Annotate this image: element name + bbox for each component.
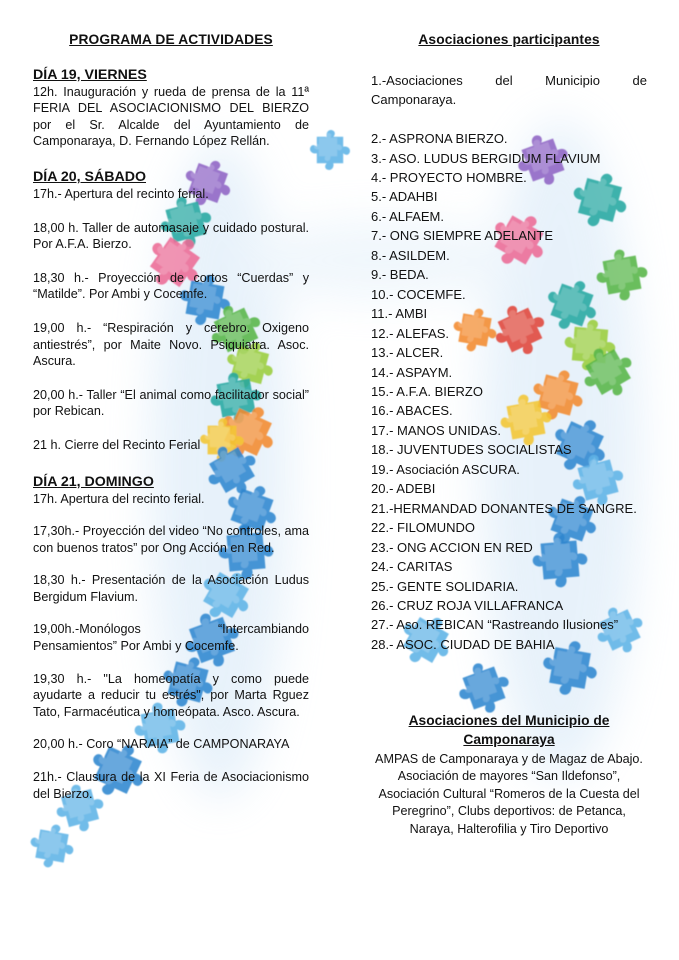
program-item: 20,00 h.- Coro “NARAIA” de CAMPONARAYA (33, 737, 290, 752)
program-item: 19,00 h.- “Respiración y cerebro. Oxigeno antiestrés”, por Maite Novo. Psiquiatra. Asoc. Ascura. (33, 320, 309, 369)
association-item: 3.- ASO. LUDUS BERGIDUM FLAVIUM (371, 150, 601, 166)
association-item: 8.- ASILDEM. (371, 247, 450, 263)
association-item: 14.- ASPAYM. (371, 364, 453, 380)
association-item: 28.- ASOC. CIUDAD DE BAHIA (371, 636, 555, 652)
association-item: 13.- ALCER. (371, 345, 444, 361)
municipality-title-line1: Asociaciones del Municipio de (408, 713, 610, 728)
association-item: 12.- ALEFAS. (371, 325, 450, 341)
association-item: 21.-HERMANDAD DONANTES DE SANGRE. (371, 500, 637, 516)
municipality-text: AMPAS de Camponaraya y de Magaz de Abajo. Asociación de mayores “San Ildefonso”, Asociación Cultural “Romeros de la Cuesta del Peregrino”, Clubs deportivos: de Petanca, Naraya, Halterofilia y Tiro Deportivo (375, 752, 643, 836)
program-item: 20,00 h.- Taller “El animal como facilitador social” por Rebican. (33, 387, 309, 419)
association-item: 23.- ONG ACCION EN RED (371, 539, 533, 555)
municipality-title (371, 711, 647, 749)
day-21-block (33, 473, 309, 803)
associations-column (371, 32, 647, 654)
association-item: 11.- AMBI (371, 306, 428, 322)
program-item: 18,30 h.- Presentación de la Asociación Ludus Bergidum Flavium. (33, 573, 309, 604)
municipality-section (371, 711, 647, 838)
association-item: 7.- ONG SIEMPRE ADELANTE (371, 228, 554, 244)
municipality-title-line2: Camponaraya (463, 732, 555, 747)
association-item: 4.- PROYECTO HOMBRE. (371, 170, 527, 185)
association-item: 2.- ASPRONA BIERZO. (371, 131, 508, 147)
program-item: 17h. Apertura del recinto ferial. (33, 491, 205, 506)
day-heading: DÍA 20, SÁBADO (33, 168, 146, 185)
program-item: 17,30h.- Proyección del video “No controles, ama con buenos tratos” por Ong Acción en Red. (33, 524, 309, 555)
program-item: 21 h. Cierre del Recinto Ferial (33, 437, 201, 452)
day-20-block (33, 168, 309, 454)
association-item: 24.- CARITAS (371, 559, 453, 575)
associations-list (371, 71, 647, 655)
program-item: 19,00h.-Monólogos “Intercambiando Pensamientos” Por Ambi y Cocemfe. (33, 622, 309, 654)
association-item: 10.- COCEMFE. (371, 286, 466, 302)
association-item: 15.- A.F.A. BIERZO (371, 383, 483, 399)
association-item: 6.- ALFAEM. (371, 208, 444, 224)
association-item: 17.- MANOS UNIDAS. (371, 422, 502, 438)
program-item: 12h. Inauguración y rueda de prensa de la 11ª FERIA DEL ASOCIACIONISMO DEL BIERZO por el Sr. Alcalde del Ayuntamiento de Camponaraya, D. Fernando López Rellán. (33, 84, 309, 149)
association-item: 19.- Asociación ASCURA. (371, 461, 520, 477)
program-item: 18,00 h. Taller de automasaje y cuidado postural. Por A.F.A. Bierzo. (33, 220, 309, 252)
association-item: 22.- FILOMUNDO (371, 520, 476, 536)
association-item: 20.- ADEBI (371, 481, 436, 497)
association-item: 16.- ABACES. (371, 403, 453, 419)
association-item: 9.- BEDA. (371, 267, 429, 283)
association-item: 18.- JUVENTUDES SOCIALISTAS (371, 442, 572, 458)
program-title: PROGRAMA DE ACTIVIDADES (69, 32, 273, 47)
program-item: 17h.- Apertura del recinto ferial. (33, 186, 209, 201)
day-heading: DÍA 21, DOMINGO (33, 473, 154, 490)
day-19-block (33, 66, 309, 150)
association-item: 5.- ADAHBI (371, 189, 438, 205)
associations-title: Asociaciones participantes (418, 32, 600, 47)
association-item: 25.- GENTE SOLIDARIA. (371, 578, 519, 594)
association-item: 1.-Asociaciones del Municipio de Camponaraya. (371, 72, 647, 108)
association-item: 26.- CRUZ ROJA VILLAFRANCA (371, 597, 564, 613)
program-column (33, 32, 309, 820)
program-item: 19,30 h.- "La homeopatía y como puede ayudarte a reducir tu estrés", por Marta Rguez Tato, Farmacéutica y homeópata. Asco. Ascura. (33, 671, 309, 719)
program-item: 18,30 h.- Proyección de cortos “Cuerdas” y “Matilde”. Por Ambi y Cocemfe. (33, 270, 309, 302)
day-heading: DÍA 19, VIERNES (33, 66, 147, 83)
program-item: 21h.- Clausura de la XI Feria de Asociacionismo del Bierzo. (33, 770, 309, 801)
association-item: 27.- Aso. REBICAN “Rastreando Ilusiones” (371, 617, 619, 633)
